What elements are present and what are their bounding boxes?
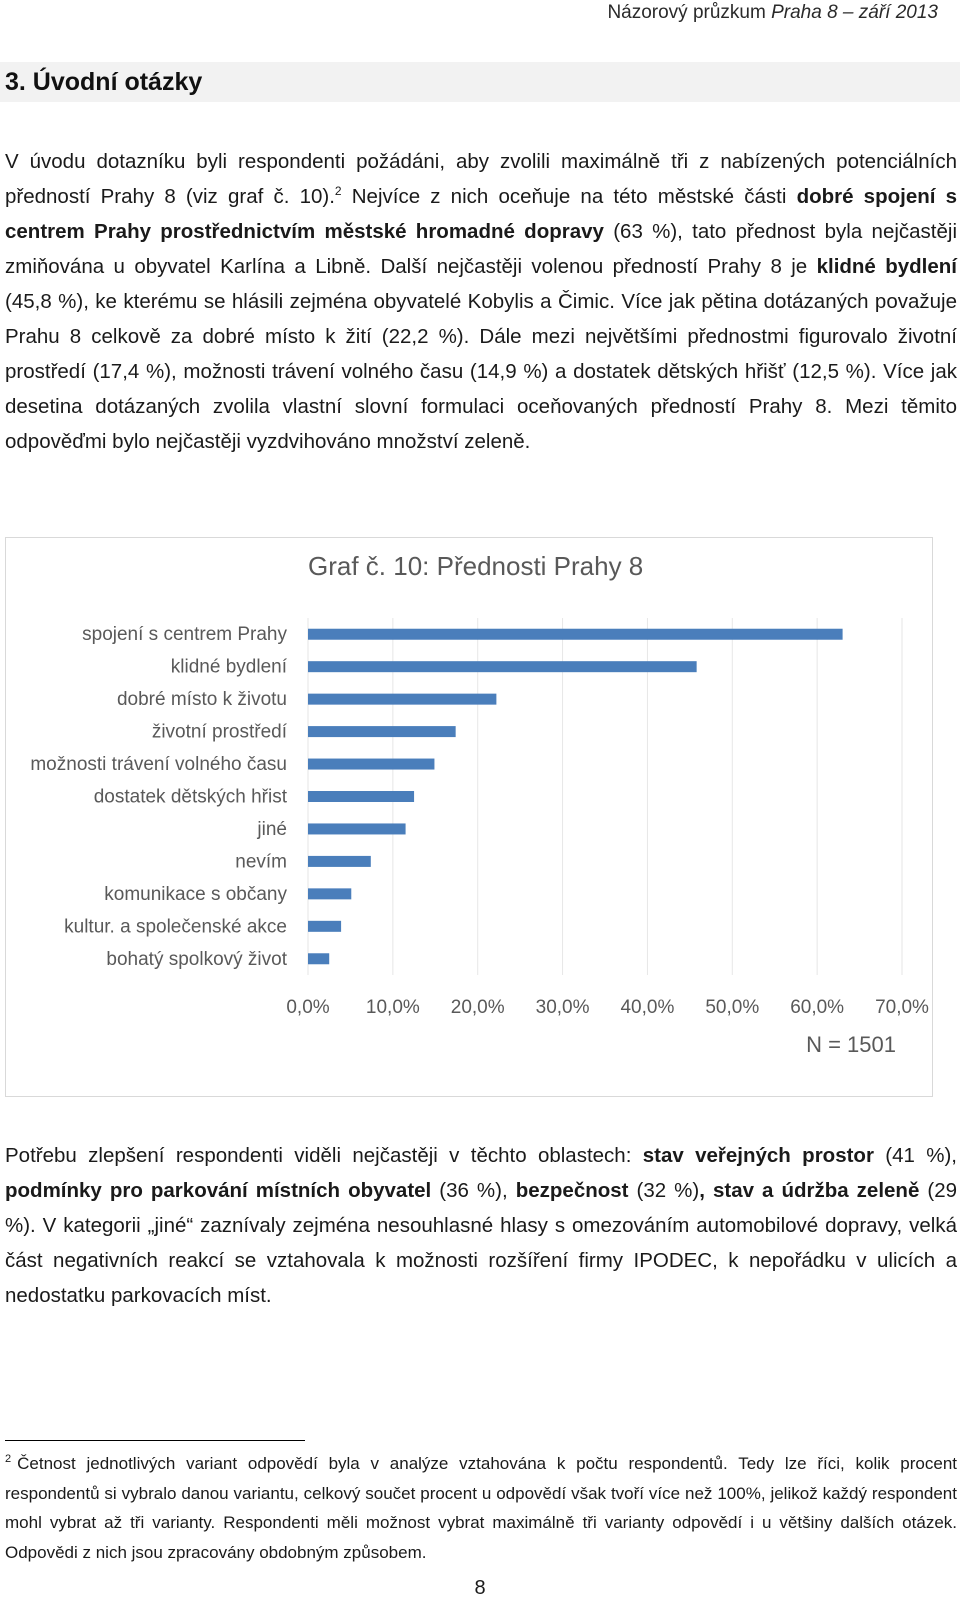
bar [308, 791, 414, 802]
improvement-paragraph [5, 1138, 957, 1313]
impr-bold-2: podmínky pro parkování místních obyvatel [5, 1179, 432, 1202]
x-tick-label: 0,0% [286, 997, 330, 1018]
bar [308, 856, 371, 867]
intro-bold-1: dobré spojení s centrem Prahy prostřednictvím městské hromadné dopravy [5, 185, 957, 243]
impr-text-1: Potřebu zlepšení respondenti viděli nejčastěji v těchto oblastech: [5, 1144, 643, 1167]
category-label: dostatek dětských hřist [93, 786, 287, 808]
bar [308, 888, 351, 899]
bar [308, 823, 406, 834]
bar [308, 726, 456, 737]
running-head-italic: Praha 8 – září 2013 [771, 2, 938, 23]
x-tick-label: 10,0% [365, 997, 420, 1018]
impr-text-4: (32 %) [628, 1179, 700, 1202]
impr-bold-3: bezpečnost [515, 1179, 629, 1202]
category-label: spojení s centrem Prahy [82, 624, 287, 646]
impr-text-5: (29 %). V kategorii „jiné“ zaznívaly zejména nesouhlasné hlasy s omezováním automobilové dopravy, velká část negativních reakcí se vztahovala k možnosti rozšíření firmy IPODEC, k nepořádku v ulicích a nedostatku parkovacích míst. [5, 1179, 958, 1307]
intro-text-1: V úvodu dotazníku byli respondenti požádáni, aby zvolili maximálně tři z nabízených potenciálních předností Prahy 8 (viz graf č. 10). [5, 150, 957, 208]
bar [308, 661, 697, 672]
footnote [5, 1449, 957, 1567]
intro-paragraph [5, 144, 957, 459]
bar [308, 759, 434, 770]
category-label: jiné [257, 818, 287, 840]
impr-text-3: (36 %), [431, 1179, 516, 1202]
category-label: možnosti trávení volného času [30, 754, 287, 776]
category-label: dobré místo k životu [116, 689, 287, 711]
category-label: nevím [235, 851, 287, 873]
intro-text-4: (45,8 %), ke kterému se hlásili zejména obyvatelé Kobylis a Čimic. Více jak pětina dotázaných považuje Prahu 8 celkově za dobré místo k žití (22,2 %). Dále mezi největšími přednostmi figurovalo životní prostředí (17,4 %), možnosti trávení volného času (14,9 %) a dostatek dětských hřišť (12,5 %). Více jak desetina dotázaných zvolila vlastní slovní formulaci oceňovaných předností Prahy 8. Mezi těmito odpověďmi bylo nejčastěji vyzdvihováno množství zeleně. [5, 290, 957, 453]
bar [308, 694, 496, 705]
running-head [607, 2, 938, 24]
category-label: komunikace s občany [104, 883, 287, 905]
intro-bold-2: klidné bydlení [816, 255, 957, 278]
sample-size-note: N = 1501 [806, 1032, 896, 1057]
x-tick-label: 40,0% [620, 997, 675, 1018]
intro-text-3: (63 %), tato přednost byla nejčastěji zmiňována u obyvatel Karlína a Libně. Další nejčastěji volenou předností Prahy 8 je [5, 220, 957, 278]
bar-chart [6, 538, 934, 1098]
footnote-ref[interactable]: 2 [334, 184, 342, 199]
category-label: bohatý spolkový život [106, 948, 287, 970]
chart-title: Graf č. 10: Přednosti Prahy 8 [308, 551, 644, 581]
impr-bold-1: stav veřejných prostor [642, 1144, 874, 1167]
x-tick-label: 20,0% [450, 997, 505, 1018]
x-tick-label: 50,0% [705, 997, 760, 1018]
x-tick-label: 60,0% [790, 997, 845, 1018]
category-label: kultur. a společenské akce [64, 916, 287, 938]
footnote-separator [5, 1440, 305, 1441]
x-tick-label: 30,0% [535, 997, 590, 1018]
impr-text-2: (41 %), [873, 1144, 957, 1167]
category-label: klidné bydlení [170, 656, 287, 678]
bar [308, 953, 329, 964]
impr-bold-4: , stav a údržba zeleně [699, 1179, 920, 1202]
running-head-plain: Názorový průzkum [607, 2, 772, 23]
bar [308, 629, 843, 640]
section-title: 3. Úvodní otázky [0, 62, 960, 102]
x-tick-label: 70,0% [875, 997, 929, 1018]
category-label: životní prostředí [151, 721, 287, 743]
page-number: 8 [474, 1577, 486, 1599]
footnote-number: 2 [5, 1453, 12, 1466]
bar [308, 921, 341, 932]
intro-text-2: Nejvíce z nich oceňuje na této městské části [341, 185, 797, 208]
chart-frame [5, 537, 933, 1097]
footnote-text: Četnost jednotlivých variant odpovědí byla v analýze vztahována k počtu respondentů. Tedy lze říci, kolik procent respondentů si vybralo danou variantu, celkový součet procent u odpovědí však tvoří více než 100%, jelikož každý respondent mohl vybrat až tři varianty. Respondenti měli možnost vybrat maximálně tři varianty odpovědí i u většiny dalších otázek. Odpovědi z nich jsou zpracovány obdobným způsobem. [5, 1454, 957, 1562]
